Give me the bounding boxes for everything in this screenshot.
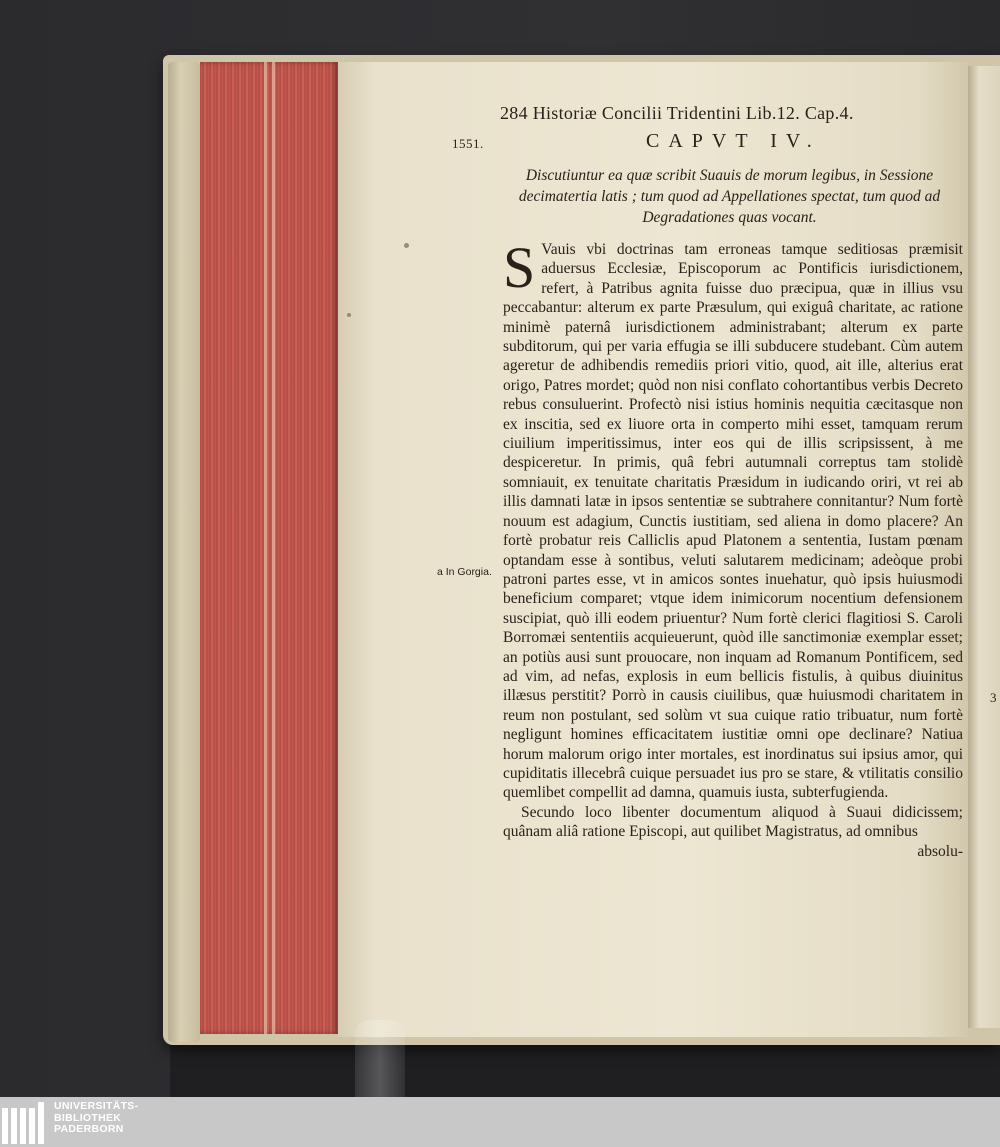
catchword: absolu- xyxy=(917,842,963,860)
paragraph-1: Vauis vbi doctrinas tam erroneas tamque seditiosas præmisit aduersus Ecclesiæ, Episcoporum ac Pontificis iurisdictionem, refert, à Patribus agnita fuisse duo præcipua, quæ in illius vsu peccabantur: alterum ex parte Præsulum, qui exiguâ charitate, ac ratione minimè paternâ iurisdictionem administrabant; alterum ex parte subditorum, qui per varia effugia se illi subducere studebant. Cùm autem ageretur de adhibendis remediis priori vitio, quod, ait ille, alterius erat origo, Patres mordet; quòd non nisi conflato cohortantibus verbis Decreto rebus consuluerint. Profectò nisi istius hominis nequitia cæcitasque non ex inscitia, sed ex liuore orta in comperto mihi esset, tamquam rerum ciuilium imperitissimus, inter eos qui de illis scripsissent, à me despiceretur. In primis, quâ febri autumnali correptus tam stolidè somniauit, ex tenuitate charitatis Præsidum in iudicando oriri, vt rei ab illis damnati latæ in ipsos sententiæ se subtrahere connitantur? Num fortè nouum est adagium, Cunctis iustitiam, sed aliena in domo placere? An fortè probatur reis Calliclis apud Platonem a sententia, Iustam pœnam optandam esse à sontibus, veluti salutarem medicinam; adeòque probi patroni partes esse, vt in amicos sontes inuehatur, quò ipsis huiusmodi beneficium comparet; vtque idem inimicorum nocentium defensionem suscipiat, quò illi eodem priuentur? Num fortè clerici flagitiosi S. Caroli Borromæi sententiis acquieuerunt, quòd ille sanctimoniæ exemplar esset; an potiùs ausi sunt prouocare, non inquam ad Romanum Pontificem, sed ad vim, ad nefas, explosis in eum bellicis fistulis, à quibus diuinitus illæsus perstitit? Porrò in causis ciuilibus, quæ huiusmodi charitatem in reum non postulant, sed solùm vt sua cuique ratio tribuatur, num fortè negligunt homines efficacitatem iustitiæ omni ope declinare? Natiua horum malorum origo inter mortales, est inordinatus sui ipsius amor, qui cupiditatis illecebrâ cuique persuadet ius pro se stare, & vtilitatis consilio quemlibet compellit ad damna, quamuis iusta, subterfugienda. xyxy=(503,241,963,802)
marginal-note: a In Gorgia. xyxy=(437,566,492,578)
body-text xyxy=(503,235,963,861)
paragraph-2: Secundo loco libenter documentum aliquod à Suaui didicissem; quânam aliâ ratione Episcopi, aut quilibet Magistratus, ad omnibus xyxy=(503,803,963,841)
chapter-title: CAPVT IV. xyxy=(646,130,821,152)
page-edge-gap xyxy=(272,62,275,1034)
footer-bar xyxy=(0,1097,1000,1147)
library-name-line: PADERBORN xyxy=(54,1123,124,1135)
page-edge-gap xyxy=(264,62,267,1034)
table-shadow xyxy=(170,1040,1000,1097)
facing-page-edge xyxy=(968,66,1000,1028)
book-clamp xyxy=(355,1020,405,1097)
library-name xyxy=(54,1101,138,1136)
paper-spot xyxy=(404,243,409,248)
margin-year: 1551. xyxy=(452,136,484,151)
page-edge-red xyxy=(200,62,338,1034)
library-logo-icon xyxy=(0,1100,50,1144)
drop-cap: S xyxy=(503,235,536,300)
library-name-line: BIBLIOTHEK xyxy=(54,1111,122,1124)
running-head: 284 Historiæ Concilii Tridentini Lib.12. Cap.4. xyxy=(500,103,854,123)
library-name-line: UNIVERSITÄTS- xyxy=(54,1100,139,1112)
chapter-summary: Discutiuntur ea quæ scribit Suauis de morum legibus, in Sessione decimatertia latis ; tum quod ad Appellationes spectat, tum quod ad Degradationes quas vocant. xyxy=(518,167,941,226)
paper-spot xyxy=(347,313,351,317)
book-spine xyxy=(168,62,200,1042)
facing-page-number: 3 xyxy=(990,690,997,705)
